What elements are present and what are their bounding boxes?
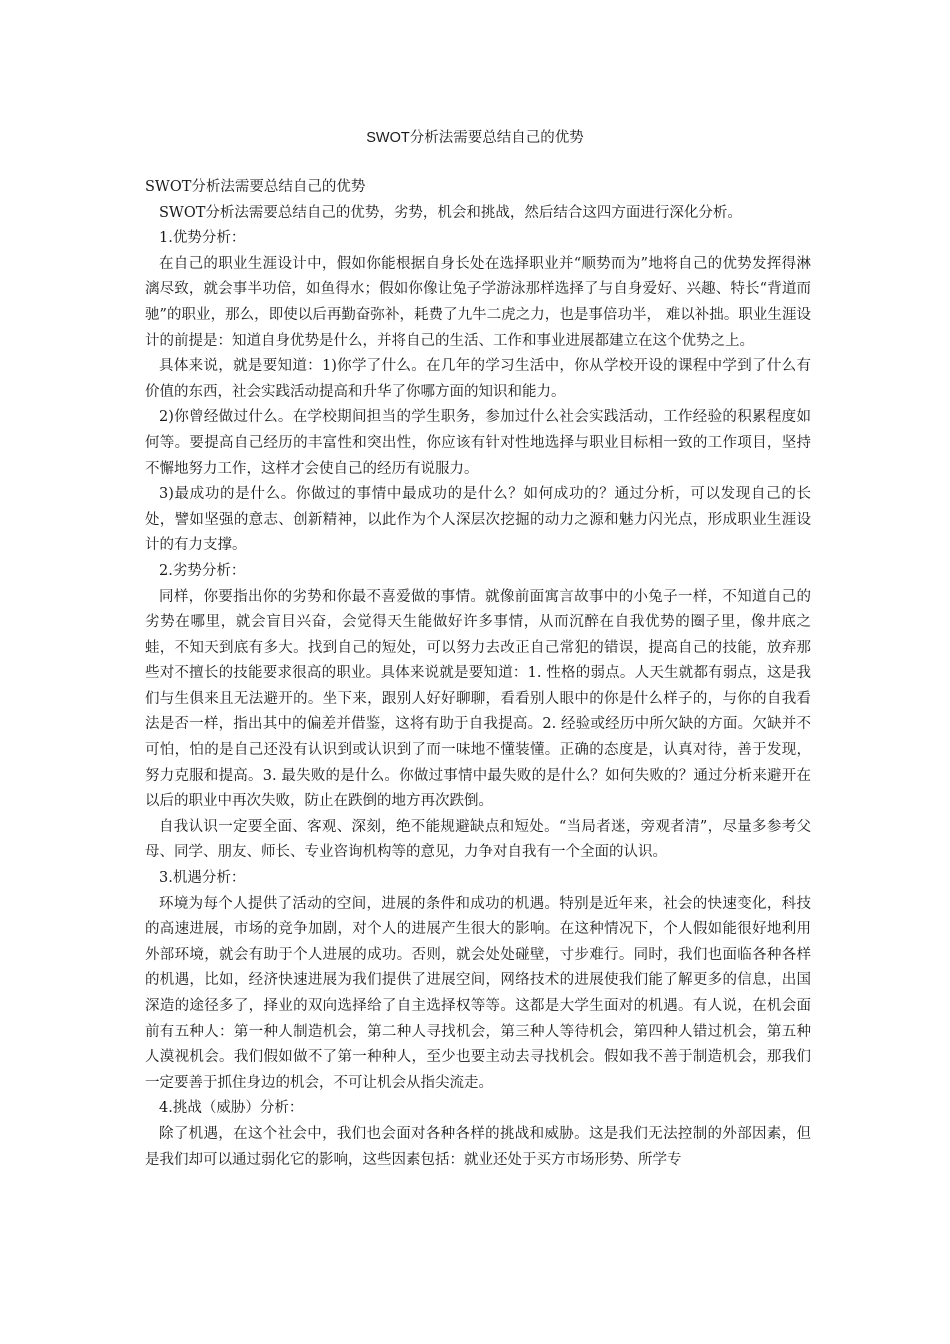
paragraph-threats-1: 除了机遇，在这个社会中，我们也会面对各种各样的挑战和威胁。这是我们无法控制的外部因素，但是我们却可以通过弱化它的影响，这些因素包括：就业还处于买方市场形势、所学专 — [145, 1125, 811, 1168]
document-subtitle: SWOT分析法需要总结自己的优势 — [145, 179, 366, 195]
paragraph-strengths-1: 在自己的职业生涯设计中，假如你能根据自身长处在选择职业并“顺势而为”地将自己的优势发挥得淋漓尽致，就会事半功倍，如鱼得水；假如你像让兔子学游泳那样选择了与自身爱好、兴趣、特长“背道而驰”的职业，那么，即使以后再勤奋弥补，耗费了九牛二虎之力，也是事倍功半， 难以补拙。职业生涯设计的前提是：知道自身优势是什么，并将自己的生活、工作和事业进展都建立在这个优势之上。 — [145, 255, 811, 349]
document-title: SWOT分析法需要总结自己的优势 — [366, 130, 584, 146]
document-body — [145, 175, 811, 1173]
section-heading-weaknesses: 2.劣势分析： — [159, 562, 246, 579]
paragraph-opportunities-1: 环境为每个人提供了活动的空间，进展的条件和成功的机遇。特别是近年来，社会的快速变化，科技的高速进展，市场的竞争加剧，对个人的进展产生很大的影响。在这种情况下，个人假如能很好地利用外部环境，就会有助于个人进展的成功。否则，就会处处碰壁，寸步难行。同时，我们也面临各种各样的机遇，比如，经济快速进展为我们提供了进展空间，网络技术的进展使我们能了解更多的信息，出国深造的途径多了，择业的双向选择给了自主选择权等等。这都是大学生面对的机遇。有人说，在机会面前有五种人：第一种人制造机会，第二种人寻找机会，第三种人等待机会，第四种人错过机会，第五种人漠视机会。我们假如做不了第一种种人，至少也要主动去寻找机会。假如我不善于制造机会，那我们一定要善于抓住身边的机会，不可让机会从指尖流走。 — [145, 895, 811, 1091]
section-heading-threats: 4.挑战（威胁）分析： — [159, 1100, 304, 1117]
paragraph-strengths-3: 2)你曾经做过什么。在学校期间担当的学生职务，参加过什么社会实践活动，工作经验的积累程度如何等。要提高自己经历的丰富性和突出性，你应该有针对性地选择与职业目标相一致的工作项目，坚持不懈地努力工作，这样才会使自己的经历有说服力。 — [145, 409, 811, 477]
paragraph-weaknesses-2: 自我认识一定要全面、客观、深刻，绝不能规避缺点和短处。“当局者迷，旁观者清”，尽量多参考父母、同学、朋友、师长、专业咨询机构等的意见，力争对自我有一个全面的认识。 — [145, 818, 811, 861]
section-heading-opportunities: 3.机遇分析： — [159, 870, 246, 887]
paragraph-intro: SWOT分析法需要总结自己的优势，劣势，机会和挑战，然后结合这四方面进行深化分析。 — [159, 204, 742, 221]
paragraph-weaknesses-1: 同样，你要指出你的劣势和你最不喜爱做的事情。就像前面寓言故事中的小兔子一样，不知道自己的劣势在哪里，就会盲目兴奋，会觉得天生能做好许多事情，从而沉醉在自我优势的圈子里，像井底之蛙，不知天到底有多大。找到自己的短处，可以努力去改正自己常犯的错误，提高自己的技能，放弃那些对不擅长的技能要求很高的职业。具体来说就是要知道：1. 性格的弱点。人天生就都有弱点，这是我们与生俱来且无法避开的。坐下来，跟别人好好聊聊，看看别人眼中的你是什么样子的，与你的自我看法是否一样，指出其中的偏差并借鉴，这将有助于自我提高。2. 经验或经历中所欠缺的方面。欠缺并不可怕，怕的是自己还没有认识到或认识到了而一味地不懂装懂。正确的态度是，认真对待，善于发现，努力克服和提高。3. 最失败的是什么。你做过事情中最失败的是什么？如何失败的？通过分析来避开在以后的职业中再次失败，防止在跌倒的地方再次跌倒。 — [145, 588, 811, 810]
paragraph-strengths-2: 具体来说，就是要知道：1)你学了什么。在几年的学习生活中，你从学校开设的课程中学到了什么有价值的东西，社会实践活动提高和升华了你哪方面的知识和能力。 — [145, 358, 811, 400]
paragraph-strengths-4: 3)最成功的是什么。你做过的事情中最成功的是什么？如何成功的？通过分析，可以发现自己的长处，譬如坚强的意志、创新精神，以此作为个人深层次挖掘的动力之源和魅力闪光点，形成职业生涯设计的有力支撑。 — [145, 486, 811, 554]
section-heading-strengths: 1.优势分析： — [159, 230, 246, 247]
